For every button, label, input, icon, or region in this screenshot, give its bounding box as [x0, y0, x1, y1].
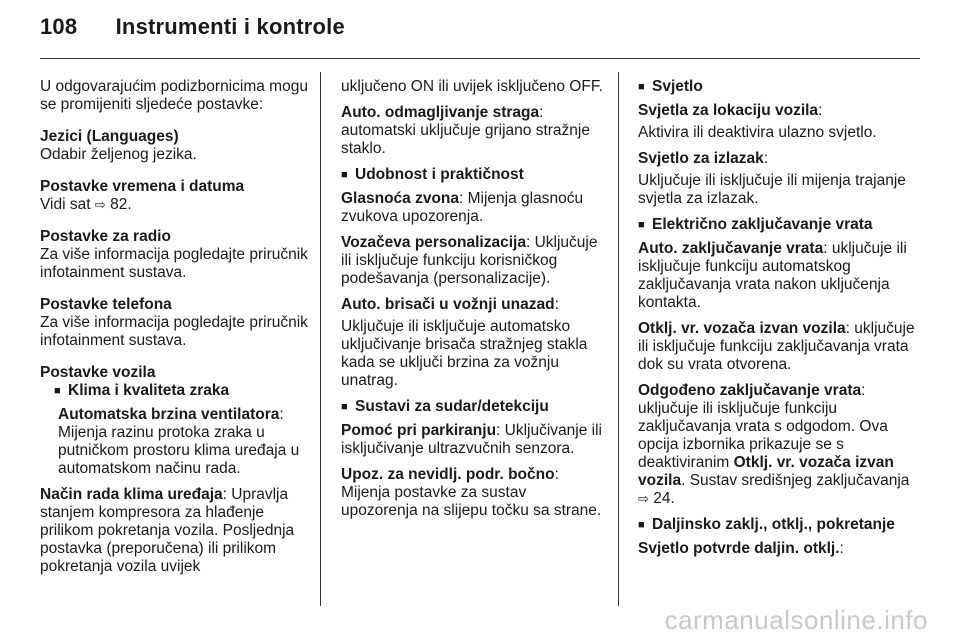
section-time-date — [40, 178, 308, 214]
section-languages — [40, 128, 308, 164]
page-header — [40, 14, 345, 40]
item-personalization: Vozačeva personalizacija: Uključuje ili isključuje funkciju korisničkog podešavanja (personalizacije). — [341, 234, 598, 287]
section-title: Postavke za radio — [40, 228, 171, 245]
column-divider-2 — [618, 72, 619, 606]
bullet-square-icon: ■ — [638, 219, 645, 231]
intro-text: U odgovarajućim podizbornicima mogu se promijeniti sljedeće postavke: — [40, 78, 308, 113]
page-title: Instrumenti i kontrole — [115, 14, 345, 39]
item-park-assist: Pomoć pri parkiranju: Uključivanje ili isključivanje ultrazvučnih senzora. — [341, 422, 602, 457]
section-title: Postavke telefona — [40, 296, 172, 313]
bullet-lights: ■ Svjetlo — [638, 78, 703, 95]
bullet-square-icon: ■ — [638, 81, 645, 93]
item-fan-speed: Automatska brzina ventilatora: Mijenja razinu protoka zraka u putničkom prostoru klima uređaja u automatskom načinu rada. — [58, 406, 300, 477]
header-rule — [40, 58, 920, 59]
section-phone — [40, 296, 308, 350]
item-delayed-lock: Odgođeno zaključavanje vrata: uključuje ili isključuje funkciju zaključavanja vrata s odgodom. Ova opcija izbornika prikazuje se s deaktiviranim Otklj. vr. vozača izvan vozila. Sustav središnjeg zaključavanja ⇨ 24. — [638, 382, 910, 507]
bullet-remote: ■ Daljinsko zaklj., otklj., pokretanje — [638, 516, 895, 533]
page-number: 108 — [40, 14, 78, 39]
bullet-door-locks: ■ Električno zaključavanje vrata — [638, 216, 873, 233]
page-ref: 82. — [110, 196, 132, 213]
continued-text: uključeno ON ili uvijek isključeno OFF. — [341, 78, 603, 95]
column-divider-1 — [320, 72, 321, 606]
item-blind-spot: Upoz. za nevidlj. podr. bočno: Mijenja postavke za sustav upozorenja na slijepu točku sa strane. — [341, 466, 602, 519]
bullet-square-icon: ■ — [341, 169, 348, 181]
item-exit-lighting: Svjetlo za izlazak: Uključuje ili isključuje ili mijenja trajanje svjetla za izlazak. — [638, 150, 906, 207]
watermark: carmanualsonline.info — [664, 605, 928, 635]
page-ref: 24. — [653, 490, 675, 507]
section-text: Za više informacija pogledajte priručnik infotainment sustava. — [40, 246, 308, 281]
item-ac-mode: Način rada klima uređaja: Upravlja stanjem kompresora za hlađenje prilikom pokretanja vozila. Posljednja postavka (preporučena) ili prilikom pokretanja vozila uvijek — [40, 486, 295, 575]
item-remote-unlock-light: Svjetlo potvrde daljin. otklj.: — [638, 540, 844, 557]
section-text: Za više informacija pogledajte priručnik infotainment sustava. — [40, 314, 308, 349]
item-reverse-wipers: Auto. brisači u vožnji unazad: Uključuje ili isključuje automatsko uključivanje brisača stražnjeg stakla kada se uključi brzina za vožnju unatrag. — [341, 296, 588, 389]
column-1 — [40, 78, 308, 584]
section-radio — [40, 228, 308, 282]
section-title: Postavke vremena i datuma — [40, 178, 245, 195]
column-3 — [638, 78, 923, 566]
item-auto-door-lock: Auto. zaključavanje vrata: uključuje ili isključuje funkciju automatskog zaključavanja vrata nakon uključenja kontakta. — [638, 240, 907, 311]
item-chime-volume: Glasnoća zvona: Mijenja glasnoću zvukova upozorenja. — [341, 190, 584, 225]
bullet-square-icon: ■ — [54, 385, 61, 397]
column-2 — [341, 78, 603, 528]
section-text: Vidi sat ⇨ 82. — [40, 196, 132, 213]
bullet-square-icon: ■ — [341, 401, 348, 413]
bullet-collision: ■ Sustavi za sudar/detekciju — [341, 398, 549, 415]
item-driver-door-unlock: Otklj. vr. vozača izvan vozila: uključuje ili isključuje funkciju zaključavanja vrata dok su vrata otvorena. — [638, 320, 915, 373]
section-text: Odabir željenog jezika. — [40, 146, 197, 163]
bullet-comfort: ■ Udobnost i praktičnost — [341, 166, 524, 183]
page-ref-arrow-icon: ⇨ — [638, 491, 649, 506]
section-title: Postavke vozila — [40, 364, 156, 381]
page-ref-arrow-icon: ⇨ — [94, 197, 106, 212]
bullet-climate: ■ Klima i kvaliteta zraka — [54, 382, 230, 399]
item-rear-defog: Auto. odmagljivanje straga: automatski uključuje grijano stražnje staklo. — [341, 104, 590, 157]
section-vehicle — [40, 364, 308, 576]
section-title: Jezici (Languages) — [40, 128, 179, 145]
item-locator-lights: Svjetla za lokaciju vozila: Aktivira ili deaktivira ulazno svjetlo. — [638, 102, 877, 141]
bullet-square-icon: ■ — [638, 519, 645, 531]
